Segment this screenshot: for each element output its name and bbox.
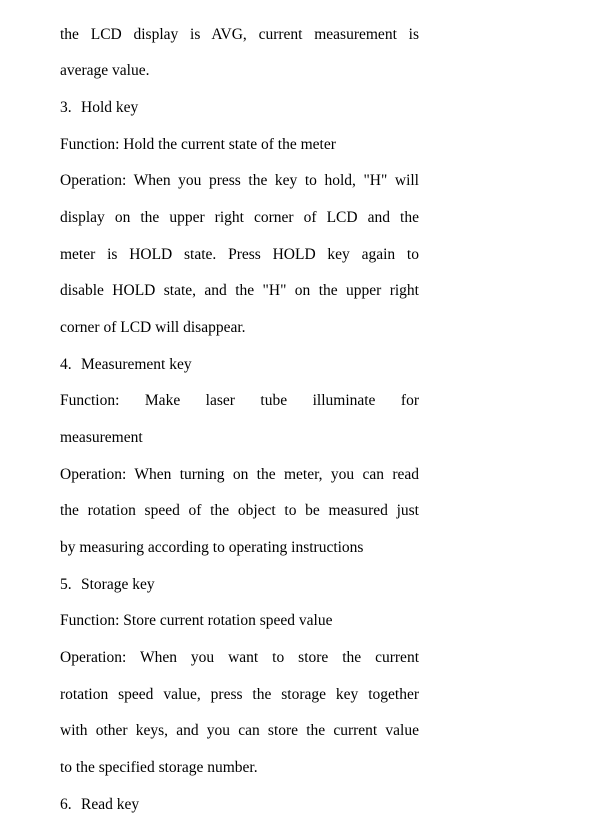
section-number: 3. [60, 99, 72, 116]
text-line: Function: Store current rotation speed value [60, 612, 333, 629]
text-line: Operation: When you want to store the current [60, 649, 419, 666]
text-line: with other keys, and you can store the current value [60, 722, 419, 739]
text-line: Function: Hold the current state of the meter [60, 136, 336, 153]
section-title: Storage key [81, 576, 155, 593]
section-title: Hold key [81, 99, 139, 116]
section-title: Measurement key [81, 356, 192, 373]
section-number: 6. [60, 796, 72, 813]
text-line: the LCD display is AVG, current measurement is [60, 26, 419, 43]
section-heading [60, 97, 419, 119]
text-line: Function: Make laser tube illuminate for [60, 392, 419, 409]
text-line: disable HOLD state, and the "H" on the upper right [60, 282, 419, 299]
text-line: the rotation speed of the object to be measured just [60, 502, 419, 519]
text-line: meter is HOLD state. Press HOLD key again to [60, 246, 419, 263]
text-line: Operation: When turning on the meter, you can read [60, 466, 419, 483]
section-heading [60, 794, 419, 816]
text-line: rotation speed value, press the storage key together [60, 686, 419, 703]
text-line: measurement [60, 429, 143, 446]
section-title: Read key [81, 796, 140, 813]
text-line: to the specified storage number. [60, 759, 258, 776]
text-line: by measuring according to operating instructions [60, 539, 364, 556]
text-line: Operation: When you press the key to hold, "H" will [60, 172, 419, 189]
section-number: 5. [60, 576, 72, 593]
section-number: 4. [60, 356, 72, 373]
section-heading [60, 354, 419, 376]
text-line: corner of LCD will disappear. [60, 319, 246, 336]
text-line: average value. [60, 62, 150, 79]
section-heading [60, 574, 419, 596]
text-line: display on the upper right corner of LCD and the [60, 209, 419, 226]
